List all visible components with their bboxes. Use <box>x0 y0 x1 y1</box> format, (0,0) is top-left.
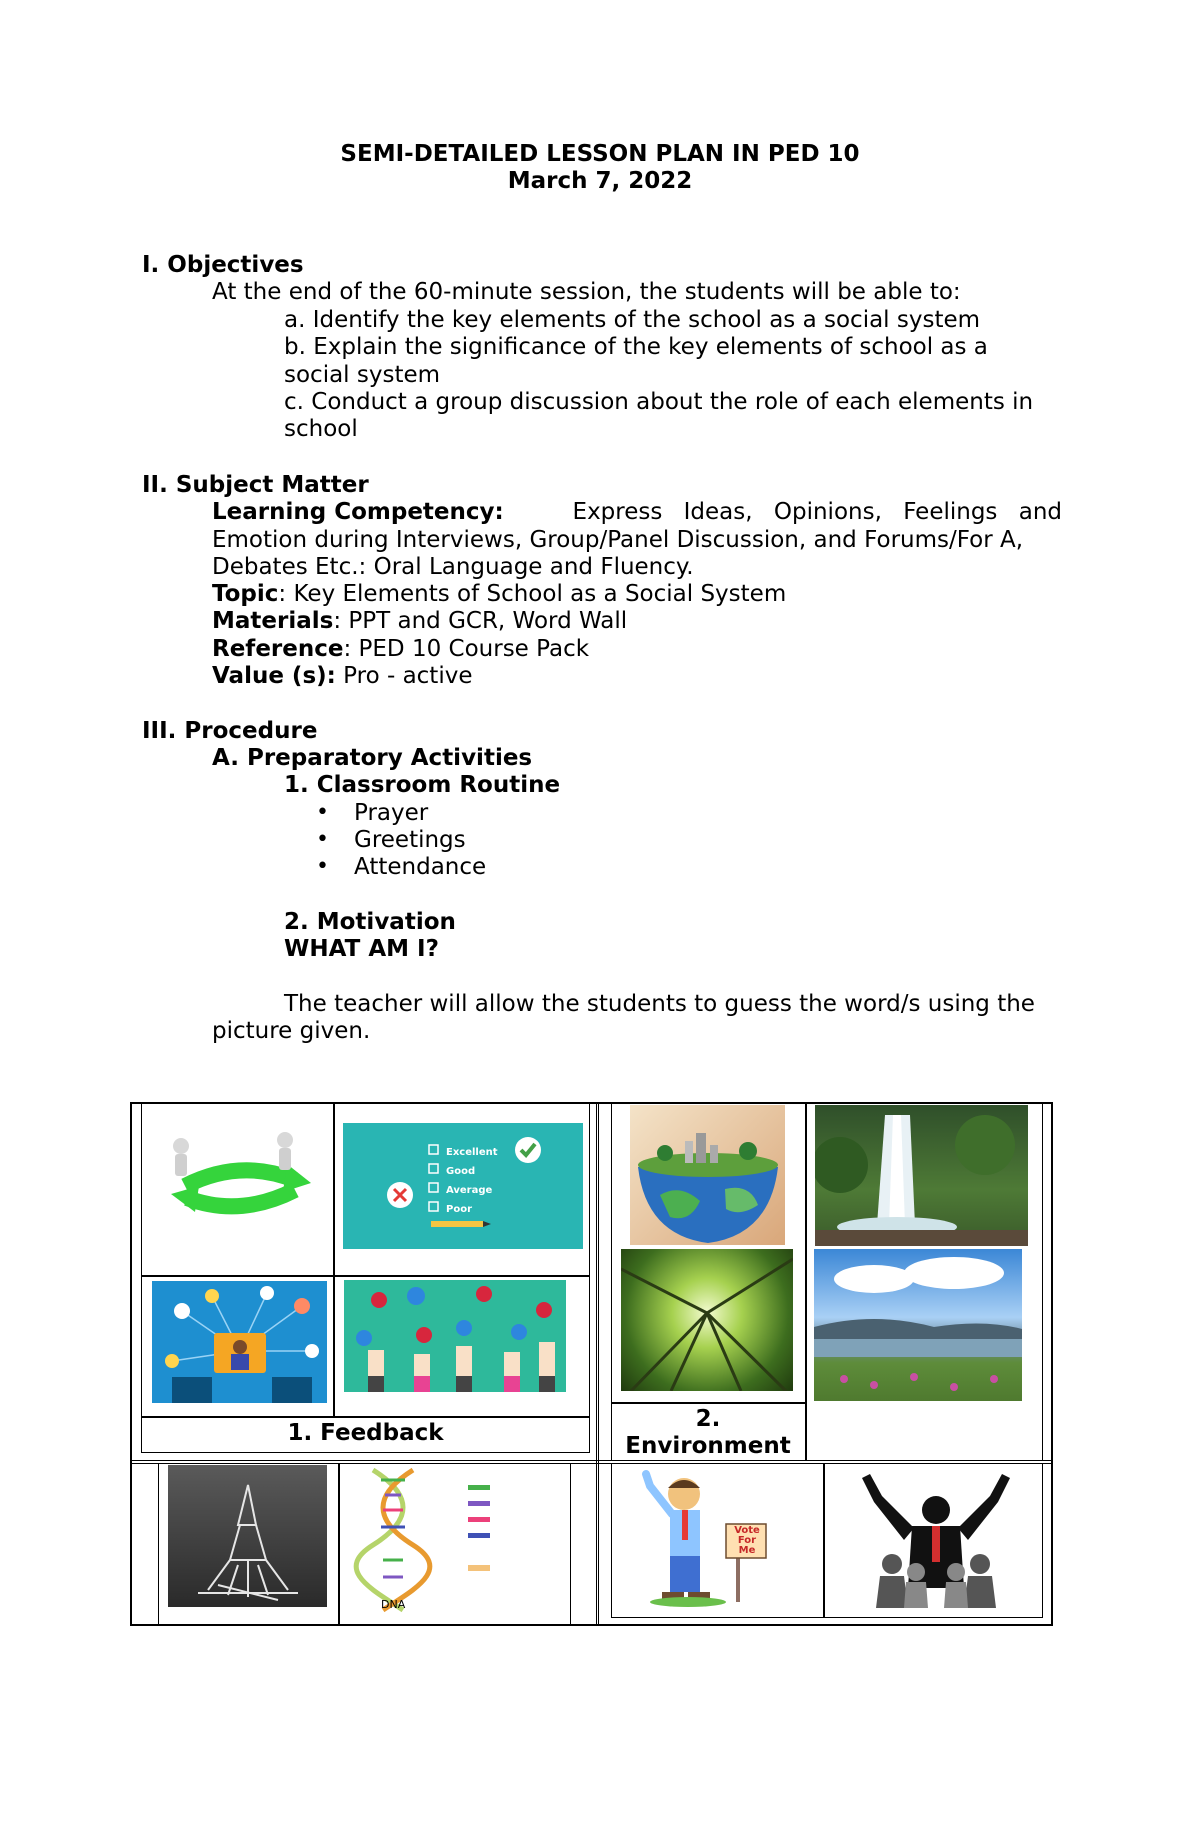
forest-canopy-image <box>621 1249 793 1391</box>
routine-item: Prayer <box>354 800 429 826</box>
cell-divider <box>141 1275 590 1277</box>
environment-caption <box>611 1406 805 1460</box>
cell-divider <box>611 1402 805 1404</box>
cell-divider <box>805 1103 807 1461</box>
objectives-intro: At the end of the 60-minute session, the students will be able to: <box>212 279 961 305</box>
materials-value: : PPT and GCR, Word Wall <box>333 608 628 634</box>
bullet-icon: • <box>316 800 329 825</box>
online-network-image <box>152 1281 327 1403</box>
instruction-line2: picture given. <box>212 1018 371 1044</box>
dna-label: DNA <box>381 1598 406 1611</box>
competency-line1 <box>212 499 1062 526</box>
environment-caption-text: Environment <box>625 1433 791 1459</box>
objective-b-line2: social system <box>284 362 441 388</box>
rating-option: Average <box>446 1185 493 1196</box>
rating-option: Excellent <box>446 1147 498 1158</box>
environment-caption-number: 2. <box>695 1406 721 1432</box>
value-line <box>212 663 472 690</box>
rating-card-image <box>343 1123 583 1249</box>
objectives-heading: I. Objectives <box>142 252 304 278</box>
preparatory-heading: A. Preparatory Activities <box>212 745 533 771</box>
vote-sign-line: Me <box>738 1545 756 1556</box>
feedback-caption: 1. Feedback <box>287 1420 444 1446</box>
competency-label: Learning Competency: <box>212 499 504 525</box>
cell-divider <box>823 1463 825 1618</box>
cell-divider <box>338 1463 340 1626</box>
waterfall-image <box>815 1105 1028 1246</box>
motivation-heading: 2. Motivation <box>284 909 456 935</box>
competency-line2: Emotion during Interviews, Group/Panel Discussion, and Forums/For A, <box>212 527 1024 553</box>
vote-candidate-image <box>636 1466 776 1608</box>
game-title: WHAT AM I? <box>284 936 439 962</box>
earth-image <box>630 1105 785 1245</box>
value-value: Pro - active <box>335 663 473 689</box>
document-title: SEMI-DETAILED LESSON PLAN IN PED 10 <box>340 141 860 167</box>
competency-text-1: Express Ideas, Opinions, Feelings and <box>572 499 1062 525</box>
materials-label: Materials <box>212 608 334 634</box>
raised-hands-image <box>344 1280 566 1392</box>
rating-options <box>446 1143 498 1219</box>
objective-c-line2: school <box>284 416 358 442</box>
grid-divider <box>596 1102 599 1626</box>
reference-line <box>212 636 589 663</box>
routine-heading: 1. Classroom Routine <box>284 772 561 798</box>
rating-option: Good <box>446 1166 476 1177</box>
topic-label: Topic <box>212 581 279 607</box>
cell-divider <box>333 1103 335 1416</box>
routine-item: Attendance <box>354 854 487 880</box>
routine-item: Greetings <box>354 827 466 853</box>
vote-sign-line: For <box>737 1535 757 1546</box>
topic-line <box>212 581 786 608</box>
subject-heading: II. Subject Matter <box>142 472 369 498</box>
objective-b-line1: b. Explain the significance of the key elements of school as a <box>284 334 988 360</box>
structure-sculpture-image <box>168 1465 327 1607</box>
bullet-icon: • <box>316 827 329 852</box>
topic-value: : Key Elements of School as a Social System <box>278 581 787 607</box>
leader-silhouette-image <box>852 1468 1020 1608</box>
reference-value: : PED 10 Course Pack <box>343 636 590 662</box>
communication-cycle-image <box>165 1128 315 1238</box>
procedure-heading: III. Procedure <box>142 718 318 744</box>
materials-line <box>212 608 627 635</box>
lake-landscape-image <box>814 1249 1022 1401</box>
bullet-icon: • <box>316 854 329 879</box>
value-label: Value (s): <box>212 663 336 689</box>
rating-option: Poor <box>446 1204 473 1215</box>
competency-line3: Debates Etc.: Oral Language and Fluency. <box>212 554 694 580</box>
document-date: March 7, 2022 <box>507 168 693 194</box>
cell-divider <box>141 1416 590 1418</box>
vote-sign-line: Vote <box>734 1525 760 1536</box>
instruction-line1: The teacher will allow the students to guess the word/s using the <box>284 991 1035 1017</box>
objective-a: a. Identify the key elements of the school as a social system <box>284 307 981 333</box>
reference-label: Reference <box>212 636 344 662</box>
vote-sign-text <box>728 1526 766 1556</box>
objective-c-line1: c. Conduct a group discussion about the role of each elements in <box>284 389 1034 415</box>
dna-diagram-image <box>343 1465 563 1615</box>
